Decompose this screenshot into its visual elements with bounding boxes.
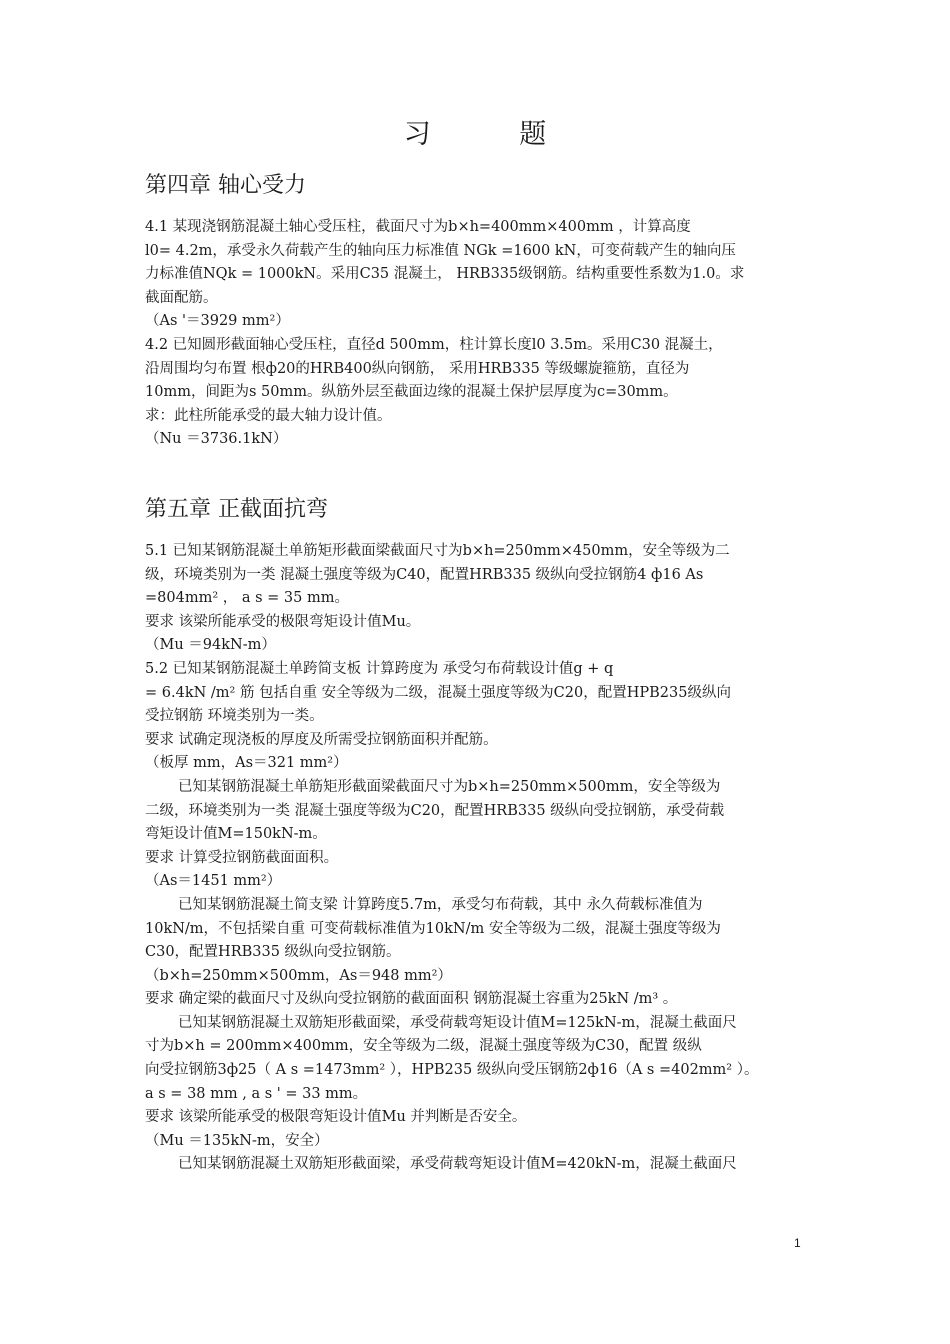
text-line: 5.2 已知某钢筋混凝土单跨简支板 计算跨度为 承受匀布荷载设计值g + q (145, 660, 614, 677)
text-line: 力标准值NQk = 1000kN。采用C35 混凝土， HRB335级钢筋。结构重要性系数为1.0。求 (145, 266, 745, 283)
text-line: 要求 该梁所能承受的极限弯矩设计值Mu 并判断是否安全。 (145, 1109, 527, 1126)
chapter-5-heading: 第五章 正截面抗弯 (145, 497, 328, 522)
text-line: 受拉钢筋 环境类别为一类。 (145, 708, 324, 725)
text-line: 求：此柱所能承受的最大轴力设计值。 (145, 407, 392, 424)
text-line: 二级，环境类别为一类 混凝土强度等级为C20，配置HRB335 级纵向受拉钢筋，承受荷载 (145, 802, 725, 819)
answer: （As＝1451 mm²） (145, 873, 282, 890)
text-line: a s = 38 mm , a s ' = 33 mm。 (145, 1085, 368, 1102)
text-line: 10kN/m，不包括梁自重 可变荷载标准值为10kN/m 安全等级为二级，混凝土强度等级为 (145, 920, 721, 937)
text-line: 10mm，间距为s 50mm。纵筋外层至截面边缘的混凝土保护层厚度为c=30mm。 (145, 384, 678, 401)
text-line: 4.2 已知圆形截面轴心受压柱，直径d 500mm，柱计算长度l0 3.5m。采用C30 混凝土， (145, 336, 723, 353)
text-line: 已知某钢筋混凝土简支梁 计算跨度5.7m，承受匀布荷载，其中 永久荷载标准值为 (178, 896, 703, 913)
text-line: 已知某钢筋混凝土单筋矩形截面梁截面尺寸为b×h=250mm×500mm，安全等级为 (178, 778, 721, 795)
text-line: 要求 该梁所能承受的极限弯矩设计值Mu。 (145, 613, 421, 630)
text-line: 要求 计算受拉钢筋截面面积。 (145, 849, 339, 866)
answer: （b×h=250mm×500mm，As＝948 mm²） (145, 967, 452, 984)
answer: （Mu ＝94kN-m） (145, 637, 276, 654)
text-line: = 6.4kN /m² 筋 包括自重 安全等级为二级，混凝土强度等级为C20，配置HPB235级纵向 (145, 684, 731, 701)
page-number: 1 (794, 1236, 801, 1250)
page-title: 习 题 (403, 119, 587, 150)
text-line: 已知某钢筋混凝土双筋矩形截面梁，承受荷载弯矩设计值M=125kN-m，混凝土截面尺 (178, 1014, 737, 1031)
problems-chapter-5 (145, 540, 810, 1177)
answer: （Mu ＝135kN-m，安全） (145, 1132, 329, 1149)
text-line: 沿周围均匀布置 根ф20的HRB400纵向钢筋， 采用HRB335 等级螺旋箍筋，直径为 (145, 360, 690, 377)
text-line: 寸为b×h = 200mm×400mm，安全等级为二级，混凝土强度等级为C30，配置 级纵 (145, 1038, 702, 1055)
text-line: C30，配置HRB335 级纵向受拉钢筋。 (145, 944, 401, 961)
problem-4-1 (145, 216, 810, 452)
text-line: 已知某钢筋混凝土双筋矩形截面梁，承受荷载弯矩设计值M=420kN-m，混凝土截面尺 (178, 1156, 737, 1173)
text-line: =804mm² ， a s = 35 mm。 (145, 590, 349, 607)
text-line: 4.1 某现浇钢筋混凝土轴心受压柱，截面尺寸为b×h=400mm×400mm ，计算高度 (145, 219, 691, 235)
text-line: 级，环境类别为一类 混凝土强度等级为C40，配置HRB335 级纵向受拉钢筋4 ф16 As (145, 566, 704, 583)
answer: （板厚 mm，As＝321 mm²） (145, 755, 348, 772)
text-line: 要求 试确定现浇板的厚度及所需受拉钢筋面积并配筋。 (145, 731, 498, 748)
text-line: 向受拉钢筋3ф25（ A s =1473mm² ），HPB235 级纵向受压钢筋2ф16（A s =402mm² ）。 (145, 1062, 759, 1079)
text-line: 弯矩设计值M=150kN-m。 (145, 826, 327, 843)
answer: （Nu ＝3736.1kN） (145, 431, 288, 448)
answer: （As '＝3929 mm²） (145, 313, 290, 330)
text-line: l0= 4.2m，承受永久荷载产生的轴向压力标准值 NGk =1600 kN，可变荷载产生的轴向压 (145, 242, 736, 259)
text-line: 截面配筋。 (145, 289, 218, 306)
chapter-4-heading: 第四章 轴心受力 (145, 173, 306, 198)
text-line: 5.1 已知某钢筋混凝土单筋矩形截面梁截面尺寸为b×h=250mm×450mm，安全等级为二 (145, 543, 730, 559)
text-line: 要求 确定梁的截面尺寸及纵向受拉钢筋的截面面积 钢筋混凝土容重为25kN /m³ 。 (145, 991, 678, 1008)
